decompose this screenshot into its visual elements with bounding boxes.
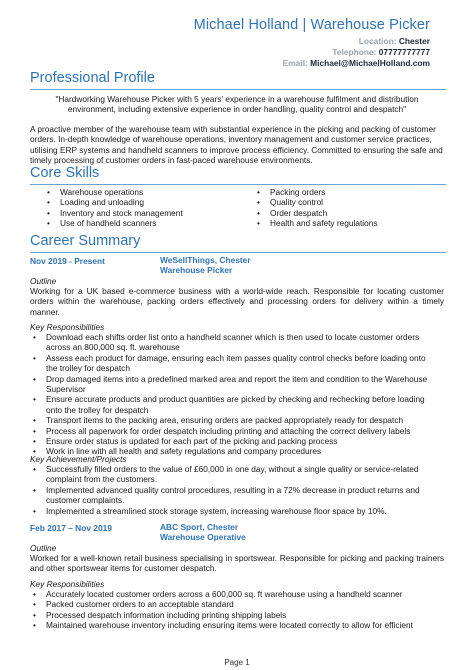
role-employer [160,255,251,276]
candidate-name: Michael Holland | Warehouse Picker [193,17,430,33]
profile-rule [30,89,446,90]
skills-right-column [254,187,454,229]
skills-left-column [44,187,244,229]
list-item: • Ensure accurate products and product quantities are picked by checking and rechecking before loading onto the trolley for despatch [30,394,430,415]
email-row [194,58,430,69]
list-item: • Download each shifts order list onto a handheld scanner which is then used to locate customer orders across an 800,000 sq. ft. warehouse [30,332,430,353]
list-item: • Implemented a streamlined stock storage system, increasing warehouse floor space by 10%. [30,506,430,516]
career-heading: Career Summary [30,233,141,249]
responsibilities-label: Key Responsibilities [30,322,105,332]
skill-item: • Use of handheld scanners [44,218,244,228]
list-item: • Ensure order status is updated for each part of the picking and packing process [30,436,430,446]
list-item: • Transport items to the packing area, ensuring orders are packed appropriately ready for despatch [30,415,430,425]
location-value: Chester [398,36,430,46]
profile-heading: Professional Profile [30,70,155,86]
list-item: • Process all paperwork for order despatch including printing and attaching the correct delivery labels [30,426,430,436]
list-item: • Assess each product for damage, ensuring each item passes quality control checks before loading onto the trolley for despatch [30,353,430,374]
role-employer [160,522,246,543]
location-label: Location: [358,36,397,46]
role-company: WeSellThings, Chester [160,255,251,265]
skill-item: • Quality control [254,197,454,207]
skills-rule [30,184,446,185]
telephone-value: 07777777777 [378,47,430,57]
role-position: Warehouse Picker [160,265,233,276]
telephone-row [194,47,430,58]
cv-header [194,17,430,69]
page-number: Page 1 [224,658,250,667]
role-position: Warehouse Operative [160,532,246,543]
responsibilities-list [30,332,430,457]
profile-summary: A proactive member of the warehouse team with substantial experience in the picking and packing of customer orders. In-depth knowledge of warehouse operations, inventory management and customer service practices, utilising ERP systems and handheld scanners to improve process efficiency. Committed to ensuring the safe and timely processing of customer orders in fast-paced warehouse environments. [30,124,443,166]
list-item: • Accurately located customer orders across a 600,000 sq. ft warehouse using a handheld scanner [30,589,442,599]
role-company: ABC Sport, Chester [160,522,239,532]
list-item: • Maintained warehouse inventory including ensuring items were located correctly to allow for efficient [30,620,442,630]
role-dates: Nov 2019 - Present [30,256,105,266]
location-row [194,36,430,47]
role-dates: Feb 2017 – Nov 2019 [30,523,112,533]
skill-item: • Order despatch [254,208,454,218]
skills-heading: Core Skills [30,165,100,181]
list-item: • Work in line with all health and safety regulations and company procedures [30,446,430,456]
role-outline: Worked for a well-known retail business specialising in sportswear. Responsible for picking and packing trainers and other sportswear items for customer despatch. [30,553,444,574]
outline-label: Outline [30,276,57,286]
list-item: • Packed customer orders to an acceptable standard [30,599,442,609]
responsibilities-list [30,589,442,631]
profile-quote: "Hardworking Warehouse Picker with 5 years' experience in a warehouse fulfilment and distribution environment, including extensive experience in order handling, quality control and despatch" [55,94,419,115]
list-item: • Processed despatch information including printing shipping labels [30,610,442,620]
skill-item: • Inventory and stock management [44,208,244,218]
telephone-label: Telephone: [332,47,377,57]
achievements-list [30,464,430,516]
skill-item: • Packing orders [254,187,454,197]
outline-label: Outline [30,543,57,553]
responsibilities-label: Key Responsibilities [30,579,105,589]
list-item: • Drop damaged items into a predefined marked area and report the item and condition to the Warehouse Supervisor [30,374,430,395]
list-item: • Implemented advanced quality control procedures, resulting in a 72% decrease in product returns and customer complaints. [30,485,430,506]
skill-item: • Warehouse operations [44,187,244,197]
skill-item: • Health and safety regulations [254,218,454,228]
skill-item: • Loading and unloading [44,197,244,207]
email-value[interactable]: Michael@MichaelHolland.com [310,58,430,68]
achievements-label: Key Achievement/Projects [30,454,127,464]
career-rule [30,252,446,253]
list-item: • Successfully filled orders to the value of £60,000 in one day, without a single quality or service-related complaint from the customers. [30,464,430,485]
role-outline: Working for a UK based e-commerce business with a world-wide reach. Responsible for locating customer orders within the warehouse, packing orders effectively and processing orders for delivery within a timely manner. [30,286,444,317]
email-label: Email: [282,58,308,68]
